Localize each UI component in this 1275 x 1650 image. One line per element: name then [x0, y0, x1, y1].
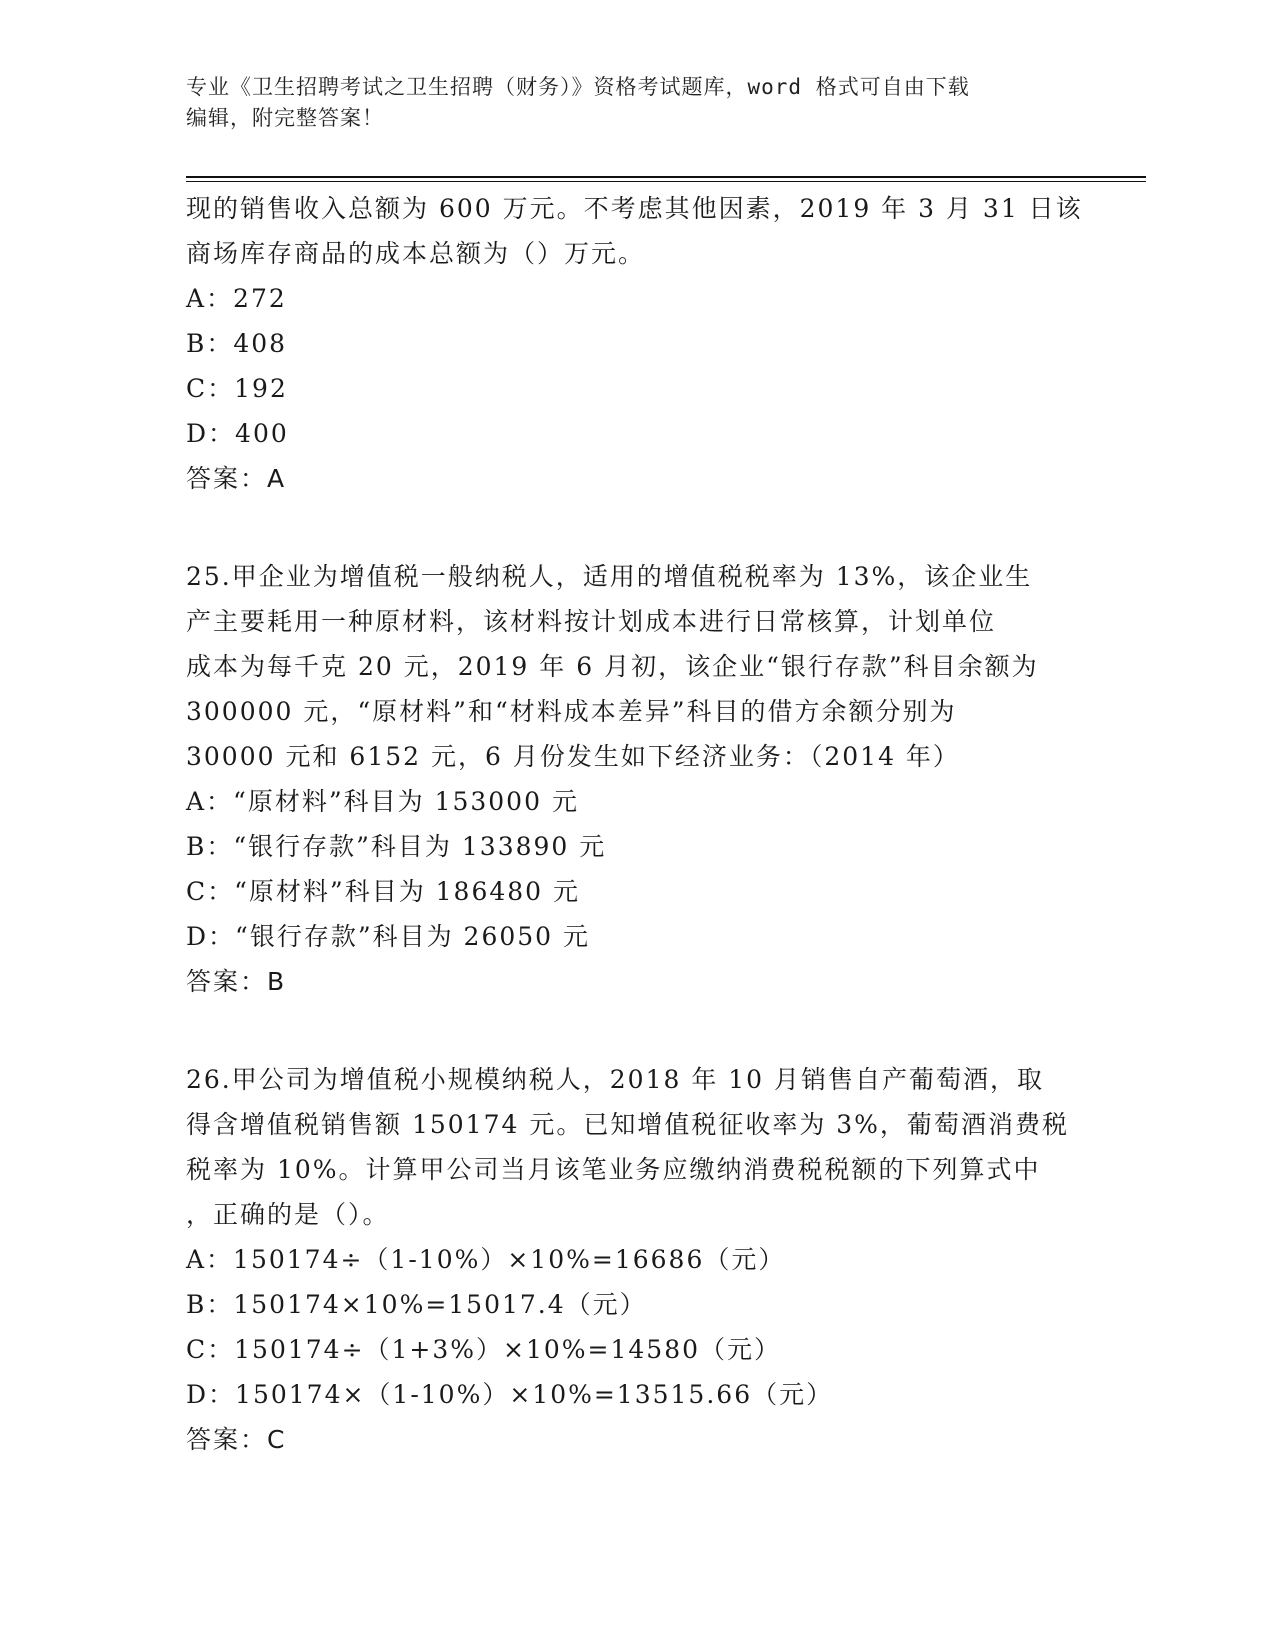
option-b: B：150174×10%=15017.4（元） [186, 1290, 647, 1319]
option-a: A：150174÷（1-10%）×10%=16686（元） [186, 1245, 786, 1274]
option-b: B：“银行存款”科目为 133890 元 [186, 832, 607, 861]
question-text-line: 成本为每千克 20 元，2019 年 6 月初，该企业“银行存款”科目余额为 [186, 652, 1039, 681]
question-text-line: 26.甲公司为增值税小规模纳税人，2018 年 10 月销售自产葡萄酒，取 [186, 1065, 1045, 1094]
header-line-1: 专业《卫生招聘考试之卫生招聘（财务）》资格考试题库，word 格式可自由下载 [186, 75, 970, 99]
question-text-line: 25.甲企业为增值税一般纳税人，适用的增值税税率为 13%，该企业生 [186, 562, 1033, 591]
question-text-line: ，正确的是（）。 [186, 1200, 390, 1229]
header-divider-thick [186, 176, 1146, 178]
header-line-2: 编辑，附完整答案！ [186, 106, 384, 130]
option-d: D：“银行存款”科目为 26050 元 [186, 922, 591, 951]
option-c: C：“原材料”科目为 186480 元 [186, 877, 581, 906]
question-spacer [186, 1004, 1086, 1057]
question-text-line: 产主要耗用一种原材料，该材料按计划成本进行日常核算，计划单位 [186, 607, 997, 636]
option-d: D：400 [186, 419, 289, 448]
question-text-line: 300000 元，“原材料”和“材料成本差异”科目的借方余额分别为 [186, 697, 957, 726]
question-text-line: 得含增值税销售额 150174 元。已知增值税征收率为 3%，葡萄酒消费税 [186, 1110, 1069, 1139]
answer-label: 答案：C [186, 1425, 287, 1454]
document-header [186, 72, 1066, 134]
option-b: B：408 [186, 329, 288, 358]
document-body [186, 186, 1086, 1462]
option-c: C：192 [186, 374, 288, 403]
question-spacer [186, 501, 1086, 554]
question-26 [186, 1057, 1086, 1462]
header-divider-thin [186, 181, 1146, 182]
question-text-line: 现的销售收入总额为 600 万元。不考虑其他因素，2019 年 3 月 31 日该 [186, 194, 1083, 223]
option-a: A：272 [186, 284, 287, 313]
option-a: A：“原材料”科目为 153000 元 [186, 787, 579, 816]
option-d: D：150174×（1-10%）×10%=13515.66（元） [186, 1380, 834, 1409]
option-c: C：150174÷（1+3%）×10%=14580（元） [186, 1335, 782, 1364]
question-text-line: 商场库存商品的成本总额为（）万元。 [186, 239, 646, 268]
answer-label: 答案：B [186, 967, 287, 996]
question-25 [186, 554, 1086, 1004]
question-24 [186, 186, 1086, 501]
answer-label: 答案：A [186, 464, 287, 493]
question-text-line: 30000 元和 6152 元，6 月份发生如下经济业务：（2014 年） [186, 742, 960, 771]
question-text-line: 税率为 10%。计算甲公司当月该笔业务应缴纳消费税税额的下列算式中 [186, 1155, 1041, 1184]
